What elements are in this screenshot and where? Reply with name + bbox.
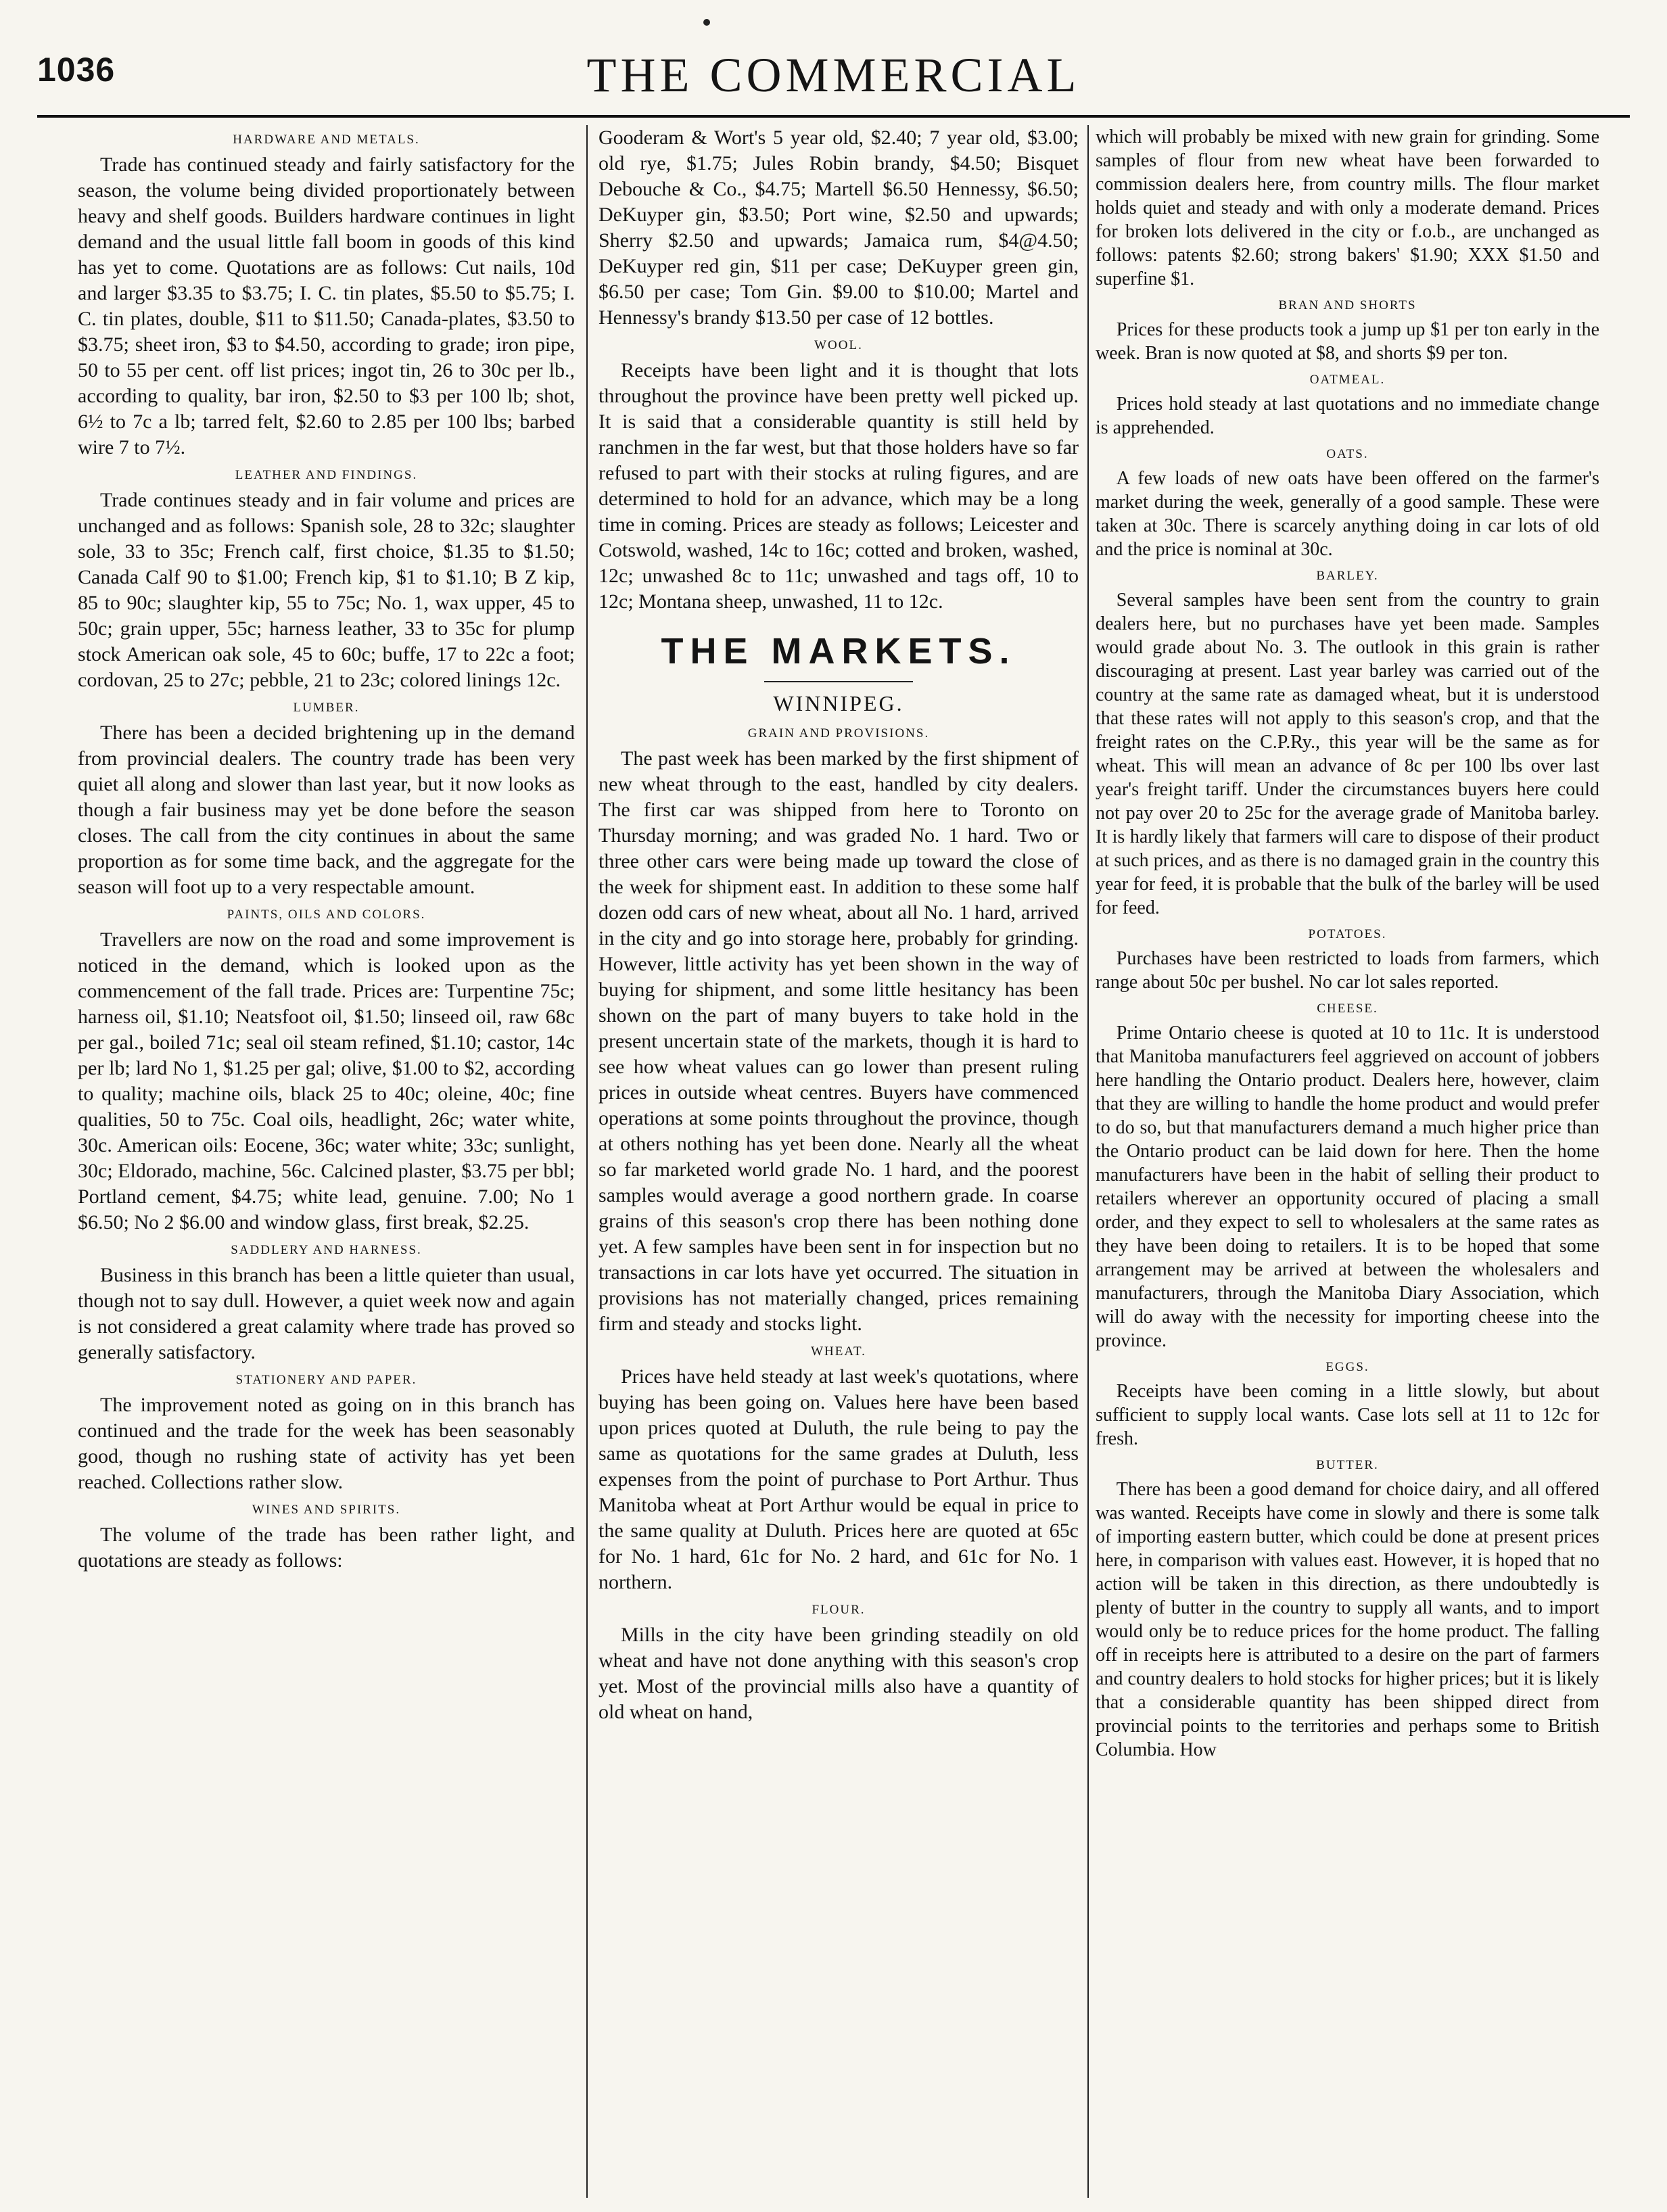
section-text: There has been a good demand for choice dairy, and all offered was wanted. Receipts have come in slowly and there is some talk of importing eastern butter, which could be done at present prices here, in comparison with values east. However, it is hoped that no action will be taken in this direction, as there undoubtedly is plenty of butter in the country to supply all wants, and to import would only be to reduce prices for the home product. The falling off in receipts here is attributed to a desire on the part of farmers and country dealers to hold stocks for higher prices; but it is likely that a considerable quantity has been shipped direct from provincial points to the territories and perhaps some to British Columbia. How bbox=[1096, 1479, 1599, 1760]
section-heading: BRAN AND SHORTS bbox=[1278, 298, 1417, 312]
section-text: Trade continues steady and in fair volume and prices are unchanged and as follows: Spanish sole, 28 to 32c; slaughter sole, 33 to 35c; French calf, first choice, $1.35 to $1.50; Canada Calf 90 to $1.00; French kip, $1 to $1.10; B Z kip, 85 to 90c; slaughter kip, 55 to 75c; No. 1, wax upper, 45 to 50c; grain upper, 55c; harness leather, 33 to 35c for plump stock American oak sole, 45 to 60c; buffe, 17 to 22c a foot; cordovan, 25 to 27c; pebble, 21 to 23c; colored linings 12c. bbox=[78, 489, 575, 691]
article-section bbox=[1096, 1456, 1599, 1762]
section-heading: WINES AND SPIRITS. bbox=[252, 1503, 401, 1517]
section-heading: OATS. bbox=[1326, 447, 1369, 461]
section-heading: BARLEY. bbox=[1316, 569, 1379, 583]
article-section bbox=[1096, 999, 1599, 1352]
article-section bbox=[1096, 445, 1599, 561]
section-heading: GRAIN AND PROVISIONS. bbox=[747, 726, 930, 740]
article-section bbox=[1096, 567, 1599, 920]
header-rule bbox=[37, 115, 1630, 118]
section-text: Prices for these products took a jump up $1 per ton early in the week. Bran is now quoted at $8, and shorts $9 per ton. bbox=[1096, 319, 1599, 364]
article-section bbox=[78, 131, 575, 461]
section-text: A few loads of new oats have been offered on the farmer's market during the week, generally of a good sample. These were taken at 30c. There is scarcely anything doing in car lots of old and the price is nominal at 30c. bbox=[1096, 468, 1599, 560]
section-heading: STATIONERY AND PAPER. bbox=[235, 1373, 417, 1387]
section-text: which will probably be mixed with new grain for grinding. Some samples of flour from new wheat have been forwarded to commission dealers here, from country mills. The flour market holds quiet and steady and with only a moderate demand. Prices for broken lots delivered in the city or f.o.b., are unchanged as follows: patents $2.60; strong bakers' $1.90; XXX $1.50 and superfine $1. bbox=[1096, 126, 1599, 289]
article-section bbox=[1096, 1358, 1599, 1451]
section-heading: HARDWARE AND METALS. bbox=[233, 133, 420, 147]
section-text: Prime Ontario cheese is quoted at 10 to 11c. It is understood that Manitoba manufacturers feel aggrieved on account of jobbers here handling the Ontario product. Dealers here, however, claim that they are willing to handle the home product and would prefer to do so, but that manufacturers demand a much higher price than the Ontario product can be laid down for here. Then the home manufacturers have been in the habit of selling their product to retailers wherever an opportunity occured of placing a small order, and they expect to sell to wholesalers at the same rates as they have been doing to retailers. It is to be hoped that some arrangement may be arrived at between the wholesalers and manufacturers, through the Manitoba Diary Association, which will do away with the necessity for importing cheese into the province. bbox=[1096, 1022, 1599, 1351]
article-section bbox=[598, 336, 1079, 615]
section-heading: PAINTS, OILS AND COLORS. bbox=[227, 908, 426, 922]
section-text: Several samples have been sent from the country to grain dealers here, but no purchases have yet been made. Samples would grade about No. 3. The outlook in this grain is rather discouraging at present. Last year barley was carried out of the country at the same rate as damaged wheat, but it is understood that these rates will not apply to this season's crop, and that the freight rates on the C.P.Ry., this year will be the same as for wheat. This will mean an advance of 8c per 100 lbs over last year's freight tariff. Under the circumstances buyers here could not pay over 20 to 25c for the average grade of Manitoba barley. It is hardly likely that farmers will care to dispose of their product at such prices, and as there is no damaged grain in the country this year for feed, it is probable that the bulk of the barley will be used for feed. bbox=[1096, 590, 1599, 918]
section-text: Mills in the city have been grinding steadily on old wheat and have not done anything with this season's crop yet. Most of the provincial mills also have a quantity of old wheat on hand, bbox=[598, 1624, 1079, 1723]
article-section bbox=[78, 699, 575, 900]
article-section bbox=[598, 125, 1079, 331]
section-heading: WOOL. bbox=[814, 338, 863, 352]
column-1 bbox=[78, 125, 575, 2194]
article-section bbox=[598, 1342, 1079, 1595]
section-heading: CHEESE. bbox=[1317, 1002, 1378, 1016]
section-text: Travellers are now on the road and some improvement is noticed in the demand, which is looked upon as the commencement of the fall trade. Prices are: Turpentine 75c; harness oil, $1.10; Neatsfoot oil, $1.50; linseed oil, raw 68c per gal., boiled 71c; seal oil steam refined, $1.10; castor, 14c per lb; lard No 1, $1.25 per gal; olive, $1.00 to $2, according to quality; machine oils, black 25 to 40c; oleine, 40c; fine qualities, 50 to 75c. Coal oils, headlight, 26c; water white, 30c. American oils: Eocene, 36c; water white; 33c; sunlight, 30c; Eldorado, machine, 56c. Calcined plaster, $3.75 per bbl; Portland cement, $4.75; white lead, genuine. 7.00; No 1 $6.50; No 2 $6.00 and window glass, first break, $2.25. bbox=[78, 928, 575, 1233]
city-heading: WINNIPEG. bbox=[773, 691, 904, 715]
section-heading: SADDLERY AND HARNESS. bbox=[231, 1243, 422, 1257]
page-header bbox=[37, 47, 1630, 101]
section-text: Trade has continued steady and fairly satisfactory for the season, the volume being divided proportionately between heavy and shelf goods. Builders hardware continues in light demand and the usual little fall boom in goods of this kind has yet to come. Quotations are as follows: Cut nails, 10d and larger $3.35 to $3.75; I. C. tin plates, $5.50 to $5.75; I. C. tin plates, double, $11 to $11.50; Canada-plates, $3.50 to $3.75; sheet iron, $3 to $4.50, according to grade; iron pipe, 50 to 55 per cent. off list prices; ingot tin, 26 to 30c per lb., according to quality, bar iron, $2.50 to $3 per 100 lb; shot, 6½ to 7c a lb; tarred felt, $2.60 to 2.85 per 100 lbs; barbed wire 7 to 7½. bbox=[78, 154, 575, 458]
article-section bbox=[78, 905, 575, 1236]
article-section bbox=[1096, 371, 1599, 440]
section-heading: WHEAT. bbox=[811, 1344, 866, 1359]
article-section bbox=[78, 1371, 575, 1495]
section-heading: EGGS. bbox=[1325, 1360, 1369, 1374]
column-3 bbox=[1096, 125, 1599, 2194]
column-divider bbox=[1087, 125, 1089, 2198]
section-text: Purchases have been restricted to loads from farmers, which range about 50c per bushel. No car lot sales reported. bbox=[1096, 948, 1599, 993]
section-text: Business in this branch has been a little quieter than usual, though not to say dull. However, a quiet week now and again is not considered a great calamity where trade has proved so generally satisfactory. bbox=[78, 1264, 575, 1363]
section-text: Gooderam & Wort's 5 year old, $2.40; 7 year old, $3.00; old rye, $1.75; Jules Robin brandy, $4.50; Bisquet Debouche & Co., $4.75; Martell $6.50 Hennessy, $6.50; DeKuyper gin, $3.50; Port wine, $2.50 and upwards; Sherry $2.50 and upwards; Jamaica rum, $4@4.50; DeKuyper red gin, $11 per case; DeKuyper green gin, $6.50 per case; Tom Gin. $9.00 to $10.00; Martel and Hennessy's brandy $13.50 per case of 12 bottles. bbox=[598, 126, 1079, 329]
column-divider bbox=[586, 125, 588, 2198]
page-number: 1036 bbox=[37, 51, 116, 89]
ink-dot bbox=[703, 19, 710, 26]
article-section bbox=[598, 724, 1079, 1337]
section-text: Prices have held steady at last week's quotations, where buying has been going on. Values here have been based upon prices quoted at Duluth, the rule being to pay the same as quotations for the same grades at Duluth, less expenses from the point of purchase to Port Arthur. Thus Manitoba wheat at Port Arthur would be equal in price to the same quality at Duluth. Prices here are quoted at 65c for No. 1 hard, 61c for No. 2 hard, and 61c for No. 1 northern. bbox=[598, 1365, 1079, 1593]
article-section bbox=[78, 466, 575, 693]
article-section bbox=[78, 1241, 575, 1365]
article-section bbox=[598, 1601, 1079, 1725]
section-heading: BUTTER. bbox=[1316, 1458, 1379, 1472]
column-2 bbox=[598, 125, 1079, 2194]
section-text: There has been a decided brightening up in the demand from provincial dealers. The country trade has been very quiet all along and slower than last year, but it now looks as though a fair business may yet be done before the season closes. The call from the city continues in about the same proportion as for some time back, and the aggregate for the season will foot up to a very respectable amount. bbox=[78, 722, 575, 898]
article-section bbox=[1096, 296, 1599, 365]
masthead-title: THE COMMERCIAL bbox=[586, 48, 1081, 102]
section-text: Receipts have been light and it is thought that lots throughout the province have been pretty well picked up. It is said that a considerable quantity is still held by ranchmen in the far west, but that those holders have so far refused to part with their stocks at ruling figures, and are determined to hold for an advance, which may be a long time in coming. Prices are steady as follows; Leicester and Cotswold, washed, 14c to 16c; cotted and broken, washed, 12c; unwashed 8c to 11c; unwashed and tags off, 10 to 12c; Montana sheep, unwashed, 11 to 12c. bbox=[598, 359, 1079, 613]
section-text: The past week has been marked by the first shipment of new wheat through to the east, handled by city dealers. The first car was shipped from here to Toronto on Thursday morning; and was graded No. 1 hard. Two or three other cars were being made up toward the close of the week for shipment east. In addition to these some half dozen odd cars of new wheat, about all No. 1 hard, arrived in the city and go into storage here, probably for grinding. However, little activity has yet been shown in the way of buying for shipment, and some little hesitancy has been shown on the part of many buyers to take hold in the present uncertain state of the markets, though it is hard to see how wheat values can go lower than present ruling prices in outside wheat centres. Buyers have commenced operations at some points throughout the province, though at others nothing has yet been done. Nearly all the wheat so far marketed world grade No. 1 hard, and the poorest samples would average a good northern grade. In coarse grains of this season's crop there has been nothing done yet. A few samples have been sent in for inspection but no transactions in car lots have yet occurred. The situation in provisions has not materially changed, prices remaining firm and steady and stocks light. bbox=[598, 747, 1079, 1335]
markets-rule bbox=[764, 681, 913, 682]
article-section bbox=[1096, 925, 1599, 994]
markets-title: THE MARKETS. bbox=[661, 631, 1016, 672]
section-heading: LEATHER AND FINDINGS. bbox=[235, 468, 418, 482]
section-text: Prices hold steady at last quotations and no immediate change is apprehended. bbox=[1096, 394, 1599, 438]
article-section bbox=[78, 1501, 575, 1574]
section-heading: FLOUR. bbox=[812, 1603, 866, 1617]
section-heading: POTATOES. bbox=[1308, 927, 1387, 941]
article-section bbox=[1096, 125, 1599, 291]
section-text: Receipts have been coming in a little slowly, but about sufficient to supply local wants. Case lots sell at 11 to 12c for fresh. bbox=[1096, 1381, 1599, 1449]
section-text: The volume of the trade has been rather light, and quotations are steady as follows: bbox=[78, 1524, 575, 1572]
section-text: The improvement noted as going on in this branch has continued and the trade for the week has been seasonably good, though no rushing state of activity has yet been reached. Collections rather slow. bbox=[78, 1394, 575, 1493]
section-heading: OATMEAL. bbox=[1309, 373, 1386, 387]
section-heading: LUMBER. bbox=[293, 701, 360, 715]
